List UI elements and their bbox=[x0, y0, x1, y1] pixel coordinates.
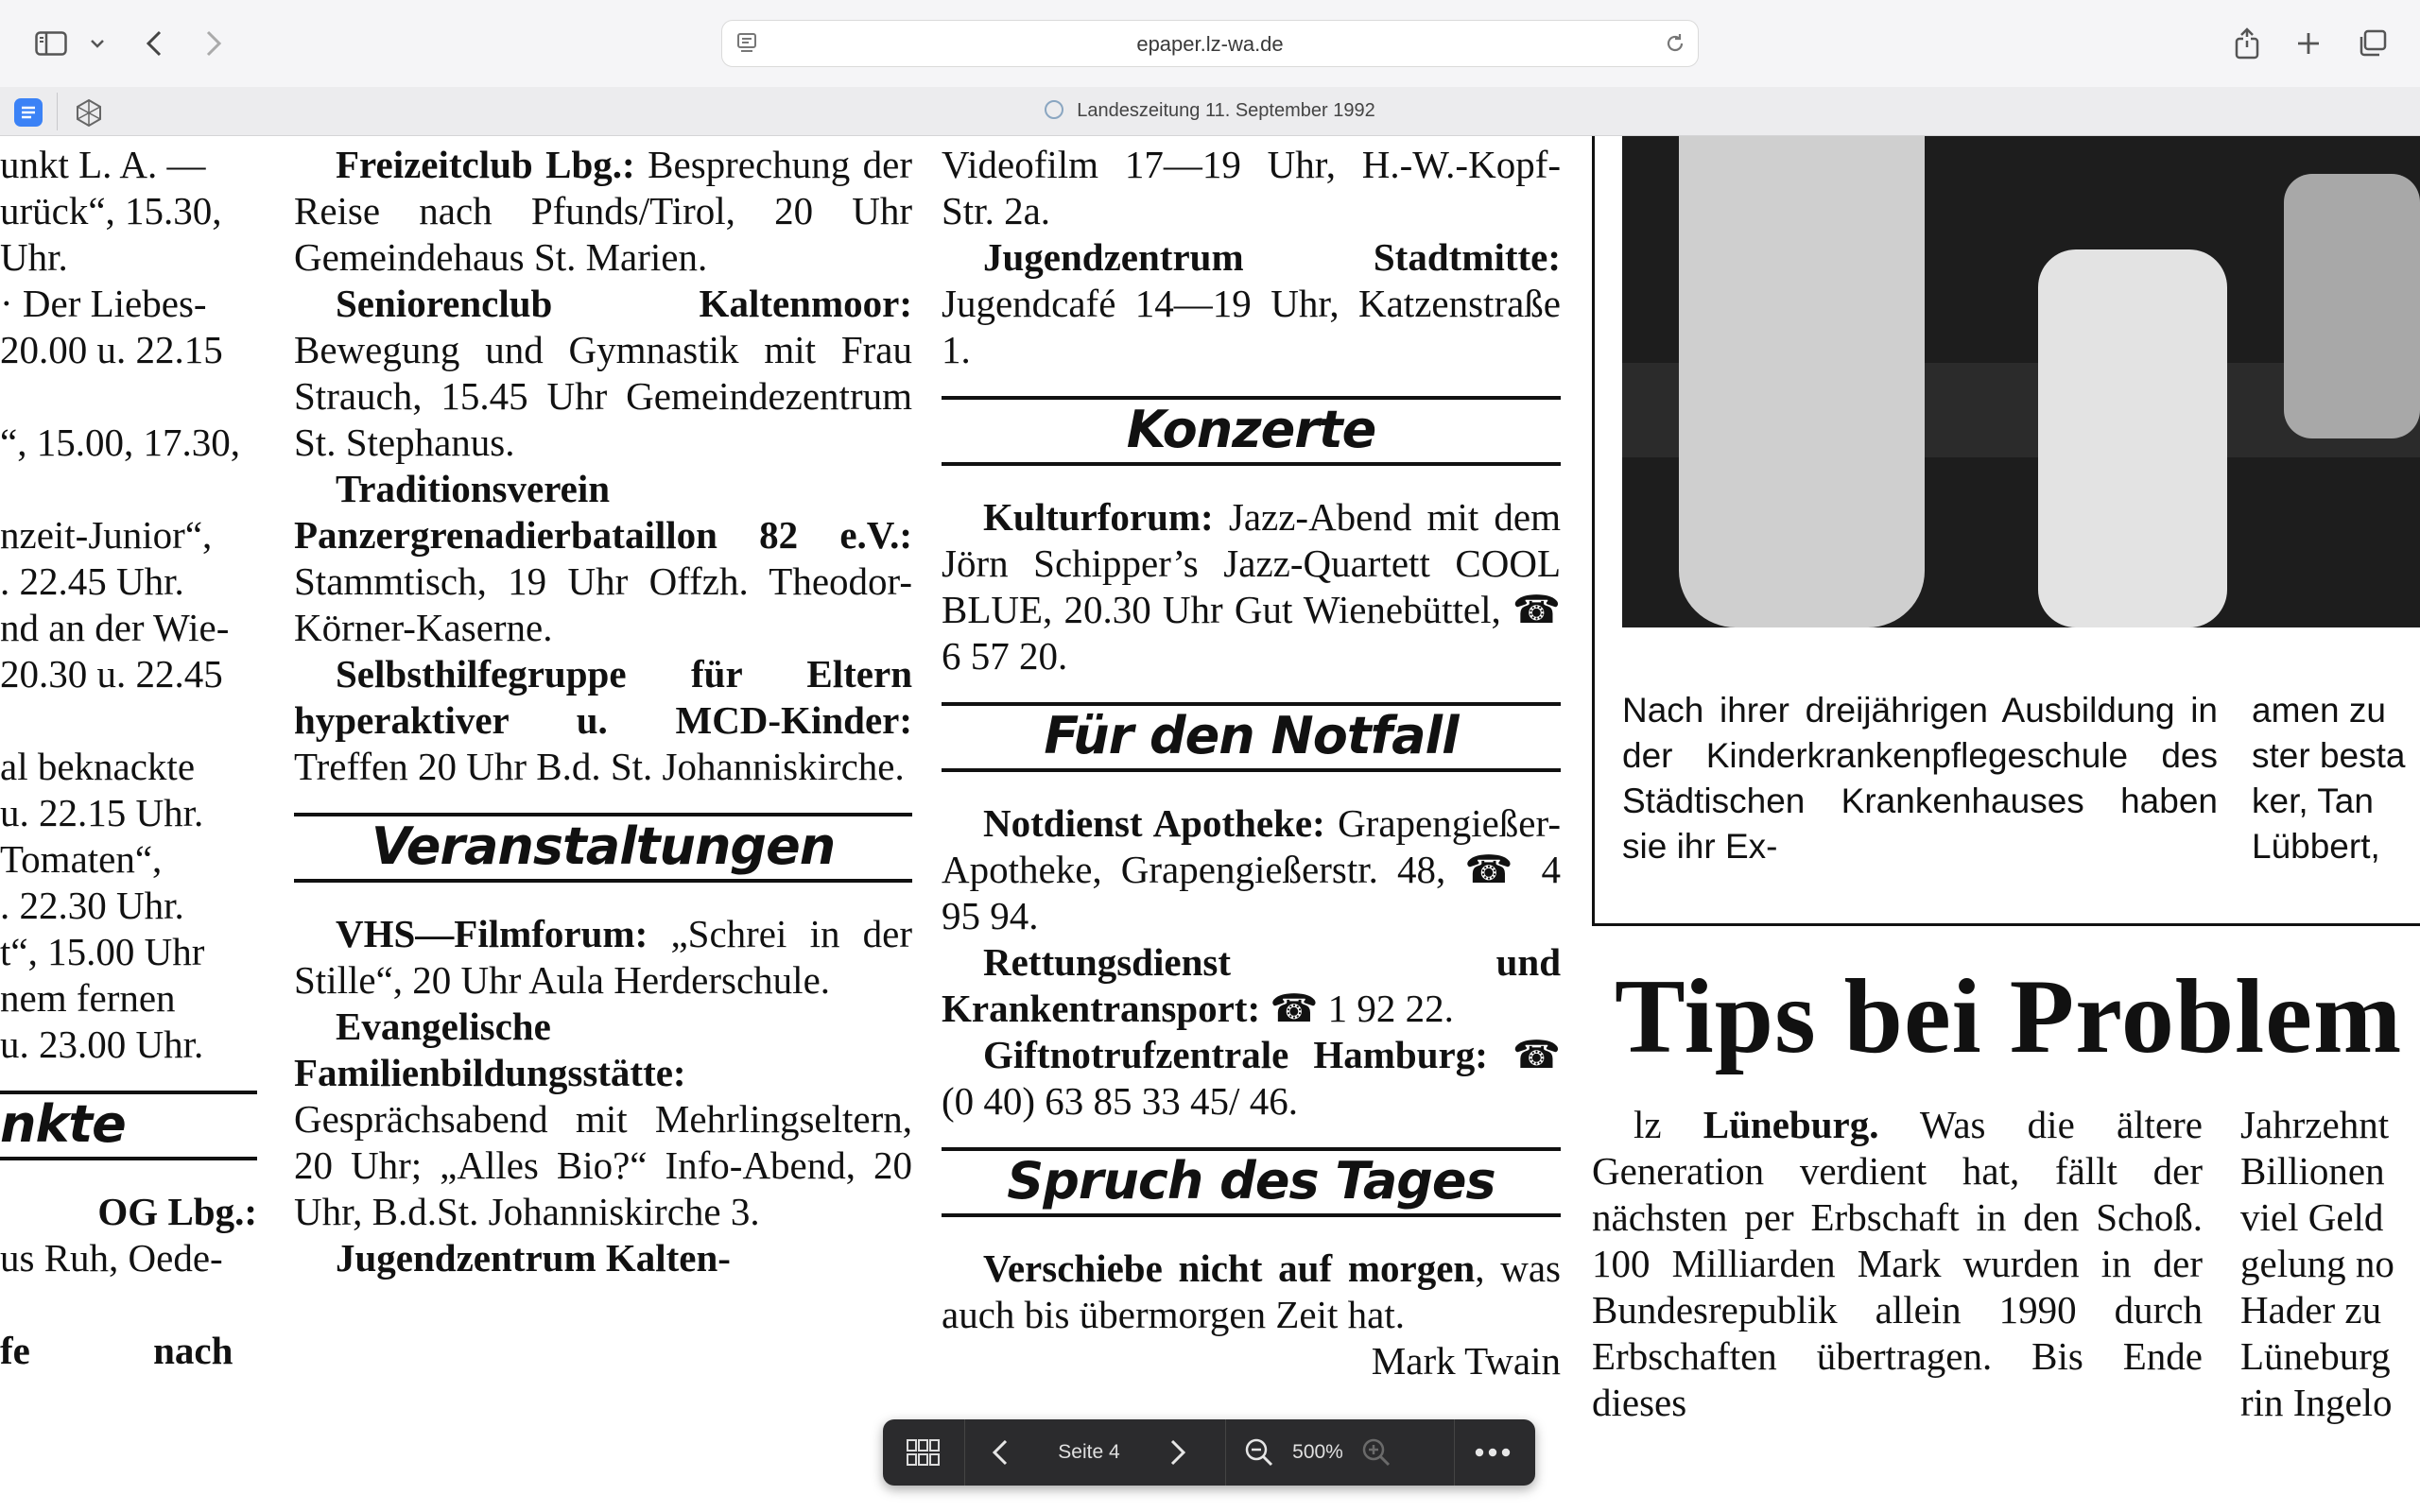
article-byline: lz bbox=[1634, 1103, 1703, 1146]
tab-title: Landeszeitung 11. September 1992 bbox=[1077, 100, 1375, 121]
photo-caption-continued bbox=[2252, 688, 2420, 869]
address-bar[interactable] bbox=[721, 20, 1699, 67]
caption-line: ker, Tan bbox=[2252, 782, 2374, 820]
reload-icon[interactable] bbox=[1664, 32, 1686, 60]
text-line: 20.00 u. 22.15 bbox=[0, 328, 223, 371]
previous-page-icon[interactable] bbox=[972, 1419, 1028, 1486]
separator bbox=[1225, 1419, 1226, 1486]
thumbnails-icon[interactable] bbox=[894, 1419, 953, 1486]
listing-selbsthilfegruppe: Selbsthilfegruppe für Eltern hyperaktiver u. MCD-Kinder: Treffen 20 Uhr B.d. St. Johanniskirche. bbox=[294, 652, 912, 788]
zoom-out-icon[interactable] bbox=[1233, 1419, 1286, 1486]
article-body-continued bbox=[2240, 1102, 2420, 1426]
text-line: nd an der Wie- bbox=[0, 606, 230, 649]
listing-giftnotruf: Giftnotrufzentrale Hamburg: ☎ (0 40) 63 85 33 45/ 46. bbox=[942, 1033, 1561, 1123]
text-line: 20.30 u. 22.45 bbox=[0, 652, 223, 696]
text-line: · Der Liebes- bbox=[0, 282, 207, 325]
section-heading-veranstaltungen: Veranstaltungen bbox=[294, 813, 912, 883]
caption-line: amen zu bbox=[2252, 691, 2386, 730]
forward-icon[interactable] bbox=[195, 25, 233, 62]
browser-toolbar bbox=[0, 0, 2420, 87]
photo-figure bbox=[2038, 249, 2227, 627]
page-indicator: Seite 4 bbox=[1058, 1441, 1120, 1463]
text-line: urück“, 15.30, bbox=[0, 189, 222, 232]
zoom-in-icon[interactable] bbox=[1350, 1419, 1403, 1486]
zoom-level: 500% bbox=[1292, 1441, 1343, 1463]
text-line bbox=[0, 466, 257, 512]
article-line: gelung no bbox=[2240, 1242, 2394, 1285]
text-line: OG Lbg.: bbox=[97, 1190, 257, 1233]
text-line: nem fernen bbox=[0, 976, 176, 1020]
pdf-control-bar bbox=[883, 1419, 1535, 1486]
back-icon[interactable] bbox=[135, 25, 173, 62]
photo-figure bbox=[2284, 174, 2420, 438]
text-line: fe nach bbox=[0, 1329, 233, 1372]
article-line: Hader zu bbox=[2240, 1288, 2382, 1332]
text-line: Tomaten“, bbox=[0, 837, 163, 881]
new-tab-icon[interactable] bbox=[2290, 25, 2327, 62]
article-body bbox=[1592, 1102, 2203, 1426]
column-1 bbox=[294, 142, 912, 1281]
share-icon[interactable] bbox=[2228, 25, 2266, 62]
text-line: unkt L. A. — bbox=[0, 143, 206, 186]
text-line: . 22.45 Uhr. bbox=[0, 559, 184, 603]
more-options-icon[interactable] bbox=[1461, 1419, 1524, 1486]
article-line: Billionen bbox=[2240, 1149, 2385, 1193]
tab-bar bbox=[0, 87, 2420, 136]
article-line: rin Ingelo bbox=[2240, 1381, 2393, 1424]
caption-line: ster besta bbox=[2252, 736, 2406, 775]
text-line: us Ruh, Oede- bbox=[0, 1236, 223, 1280]
text-line: nzeit-Junior“, bbox=[0, 513, 213, 557]
text-line: “, 15.00, 17.30, bbox=[0, 421, 240, 464]
text-line bbox=[0, 697, 257, 744]
listing-continuation: Videofilm 17—19 Uhr, H.-W.-Kopf-Str. 2a. bbox=[942, 143, 1561, 232]
listing-rettungsdienst: Rettungsdienst und Krankentransport: ☎ 1 92 22. bbox=[942, 940, 1561, 1030]
separator bbox=[964, 1419, 965, 1486]
listing-familienbildungsstaette: Evangelische Familienbildungsstätte: Gesprächsabend mit Mehrlingseltern, 20 Uhr; „Alles Bio?“ Info-Abend, 20 Uhr, B.d.St. Johanniskirche 3. bbox=[294, 1005, 912, 1233]
halftone-photo bbox=[1622, 136, 2420, 627]
listing-freizeitclub: Freizeitclub Lbg.: Besprechung der Reise nach Pfunds/Tirol, 20 Uhr Gemeindehaus St. Marien. bbox=[294, 143, 912, 279]
article-line: viel Geld bbox=[2240, 1195, 2384, 1239]
separator bbox=[1454, 1419, 1455, 1486]
text-line: al beknackte bbox=[0, 745, 196, 788]
photo-caption: Nach ihrer dreijährigen Ausbildung in der Kinderkrankenpflegeschule des Städtischen Krankenhauses haben sie ihr Ex- bbox=[1622, 691, 2218, 866]
article-dateline: Lüneburg. bbox=[1703, 1103, 1879, 1146]
listing-kulturforum: Kulturforum: Jazz-Abend mit dem Jörn Schipper’s Jazz-Quartett COOL BLUE, 20.30 Uhr Gut Wienebüttel, ☎ 6 57 20. bbox=[942, 495, 1561, 678]
text-line bbox=[0, 373, 257, 420]
active-tab[interactable] bbox=[0, 100, 2420, 122]
article-line: Jahrzehnt bbox=[2240, 1103, 2390, 1146]
text-line bbox=[0, 1281, 257, 1328]
listing-notdienst-apotheke: Notdienst Apotheke: Grapengießer-Apotheke, Grapengießerstr. 48, ☎ 4 95 94. bbox=[942, 801, 1561, 937]
text-line: u. 23.00 Uhr. bbox=[0, 1022, 204, 1066]
text-line: Uhr. bbox=[0, 235, 68, 279]
favicon-icon bbox=[1045, 100, 1063, 119]
text-line: u. 22.15 Uhr. bbox=[0, 791, 204, 834]
article-line: Lüneburg bbox=[2240, 1334, 2391, 1378]
url-text: epaper.lz-wa.de bbox=[1136, 32, 1284, 56]
chevron-down-icon[interactable] bbox=[81, 25, 113, 62]
text-line: t“, 15.00 Uhr bbox=[0, 930, 205, 973]
article-text: Was die ältere Generation verdient hat, fällt der nächsten per Erbschaft in den Schoß. 100 Milliarden Mark wurden in der Bundesrepublik allein 1990 durch Erbschaften übertragen. Bis Ende dieses bbox=[1592, 1103, 2203, 1424]
quote-of-the-day: Verschiebe nicht auf morgen, was auch bis übermorgen Zeit hat. Mark Twain bbox=[942, 1246, 1561, 1383]
quote-author: Mark Twain bbox=[1371, 1339, 1561, 1383]
sidebar-toggle-icon[interactable] bbox=[32, 25, 70, 62]
tab-overview-icon[interactable] bbox=[2353, 25, 2391, 62]
text-line: . 22.30 Uhr. bbox=[0, 884, 184, 927]
listing-traditionsverein: Traditionsverein Panzergrenadierbataillon 82 e.V.: Stammtisch, 19 Uhr Offzh. Theodor-Körner-Kaserne. bbox=[294, 467, 912, 649]
section-heading-konzerte: Konzerte bbox=[942, 396, 1561, 466]
article-headline: Tips bei Problem bbox=[1615, 958, 2403, 1075]
section-heading-spruch: Spruch des Tages bbox=[942, 1147, 1561, 1217]
next-page-icon[interactable] bbox=[1150, 1419, 1206, 1486]
section-heading-notfall: Für den Notfall bbox=[942, 702, 1561, 772]
listing-seniorenclub: Seniorenclub Kaltenmoor: Bewegung und Gymnastik mit Frau Strauch, 15.45 Uhr Gemeindezentrum St. Stephanus. bbox=[294, 282, 912, 464]
section-heading: nkte bbox=[0, 1091, 257, 1160]
column-2 bbox=[942, 142, 1561, 1384]
listing-jugendzentrum-kaltenmoor: Jugendzentrum Kalten- bbox=[336, 1236, 731, 1280]
listing-jugendzentrum-stadtmitte: Jugendzentrum Stadtmitte: Jugendcafé 14—19 Uhr, Katzenstraße 1. bbox=[942, 235, 1561, 371]
caption-line: Lübbert, bbox=[2252, 827, 2380, 866]
photo-figure bbox=[1679, 136, 1925, 627]
newspaper-page bbox=[0, 136, 2420, 1512]
listing-vhs-filmforum: VHS—Filmforum: „Schrei in der Stille“, 20 Uhr Aula Herderschule. bbox=[294, 912, 912, 1002]
column-0 bbox=[0, 142, 257, 1374]
